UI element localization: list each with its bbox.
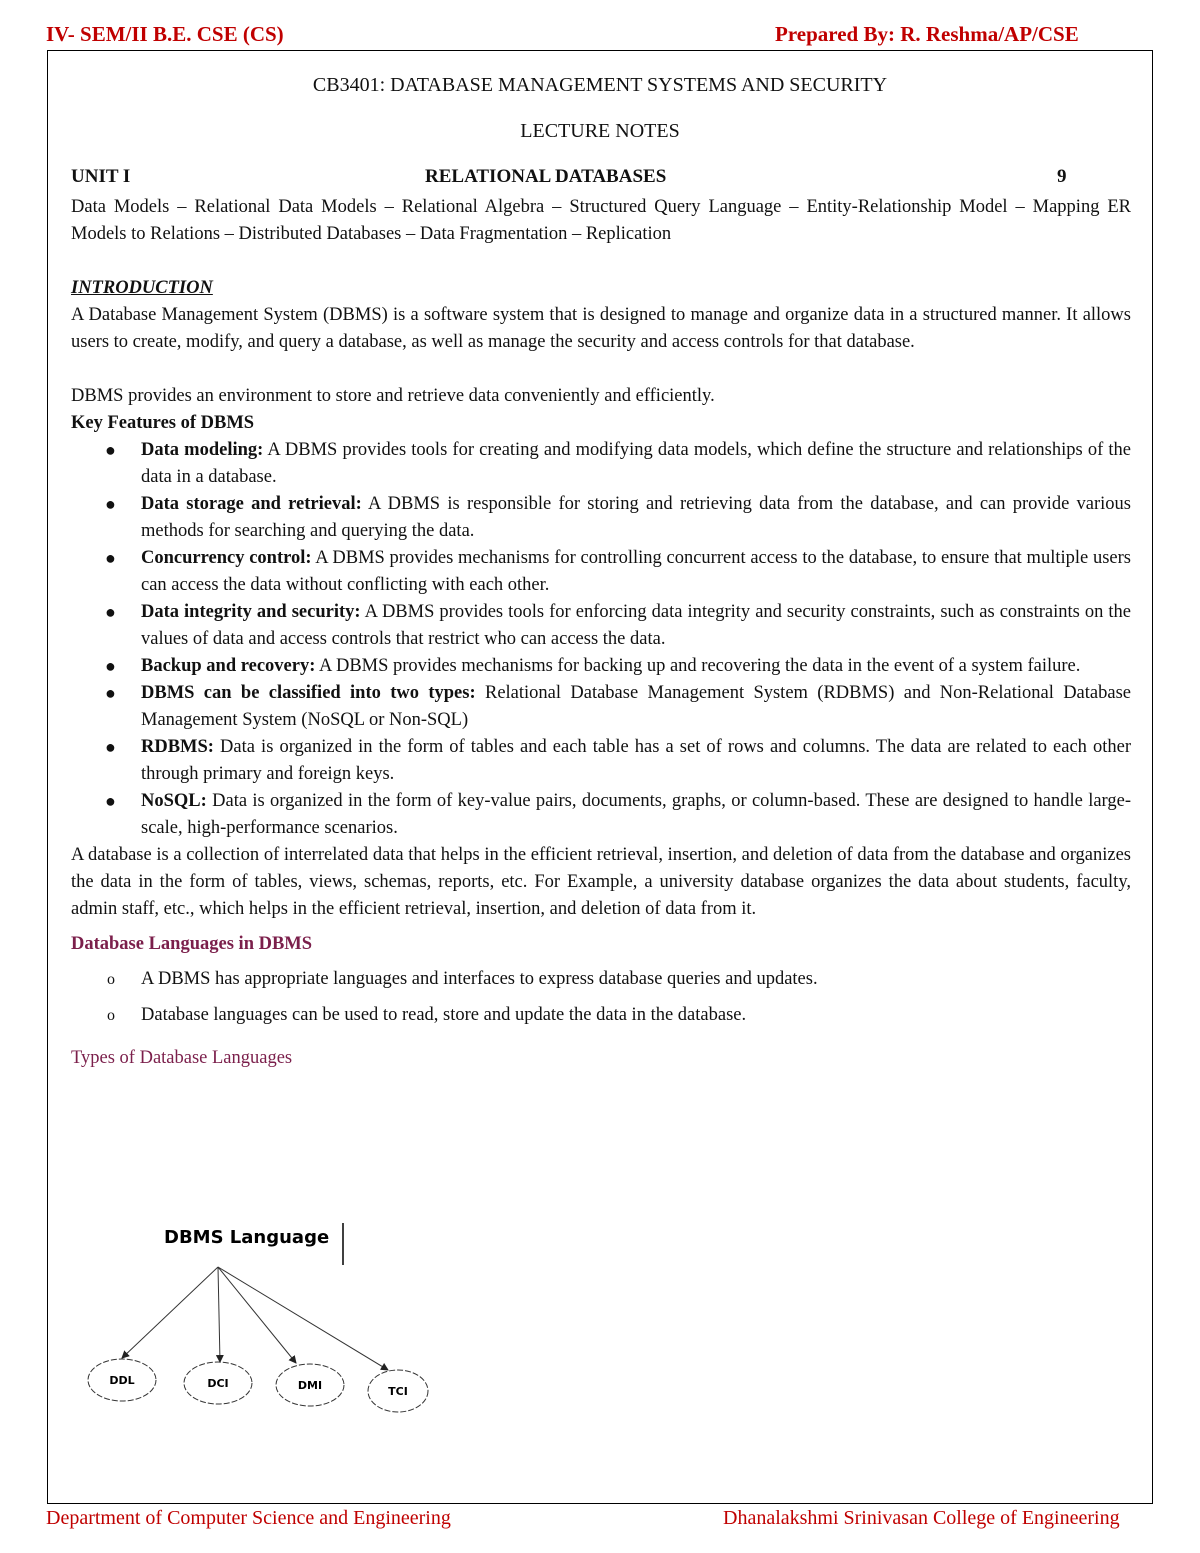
tcl-label: TCI	[388, 1385, 408, 1398]
arrow-to-dcl	[218, 1267, 220, 1362]
key-features-heading: Key Features of DBMS	[71, 413, 255, 433]
list-item	[71, 788, 1131, 842]
language-item-text: A DBMS has appropriate languages and interfaces to express database queries and updates.	[141, 969, 818, 989]
list-item	[71, 437, 1131, 491]
header-prepared-by: Prepared By: R. Reshma/AP/CSE	[775, 22, 1079, 46]
list-item	[71, 966, 1131, 993]
unit-name: RELATIONAL DATABASES	[425, 166, 667, 187]
dml-label: DMI	[297, 1379, 323, 1392]
list-item	[71, 734, 1131, 788]
feature-term: Backup and recovery:	[141, 656, 316, 676]
feature-term: Data integrity and security:	[141, 602, 361, 622]
feature-term: DBMS can be classified into two types:	[141, 683, 476, 703]
feature-text: A DBMS provides mechanisms for controlling concurrent access to the database, to ensure that multiple users can access the data without conflicting with each other.	[141, 548, 1131, 595]
diagram-title: DBMS Language	[164, 1227, 330, 1248]
feature-term: Concurrency control:	[141, 548, 312, 568]
circle-bullet-icon: o	[107, 1007, 115, 1024]
introduction-heading: INTRODUCTION	[71, 278, 213, 298]
dbms-language-diagram	[70, 1215, 490, 1435]
dbms-environment-paragraph: DBMS provides an environment to store and retrieve data conveniently and efficiently.	[71, 386, 715, 406]
feature-text: Data is organized in the form of tables and each table has a set of rows and columns. The data are related to each other through primary and foreign keys.	[141, 737, 1131, 784]
document-title: CB3401: DATABASE MANAGEMENT SYSTEMS AND SECURITY	[312, 74, 888, 96]
bullet-icon: ●	[105, 737, 116, 757]
footer-college: Dhanalakshmi Srinivasan College of Engineering	[723, 1507, 1120, 1529]
feature-term: Data storage and retrieval:	[141, 494, 362, 514]
circle-bullet-icon: o	[107, 971, 115, 988]
list-item	[71, 1002, 1131, 1029]
unit-row	[71, 166, 1071, 192]
diagram-svg	[70, 1215, 490, 1435]
list-item	[71, 491, 1131, 545]
bullet-icon: ●	[105, 440, 116, 460]
feature-text: Relational Database Management System (RDBMS) and Non-Relational Database Management System (NoSQL or Non-SQL)	[141, 683, 1131, 730]
introduction-paragraph: A Database Management System (DBMS) is a software system that is designed to manage and organize data in a structured manner. It allows users to create, modify, and query a database, as well as manage the security and access controls for that database.	[71, 305, 1131, 352]
list-item	[71, 653, 1131, 680]
arrow-to-ddl	[122, 1267, 218, 1358]
ddl-label: DDL	[109, 1374, 135, 1387]
arrow-to-dml	[218, 1267, 296, 1363]
list-item	[71, 680, 1131, 734]
feature-term: Data modeling:	[141, 440, 264, 460]
header-course-info: IV- SEM/II B.E. CSE (CS)	[46, 22, 284, 46]
main-content	[71, 194, 1131, 1072]
database-languages-list	[71, 966, 1131, 1029]
spacer	[71, 356, 1131, 383]
types-of-languages-heading: Types of Database Languages	[71, 1048, 293, 1068]
feature-text: A DBMS provides tools for enforcing data integrity and security constraints, such as constraints on the values of data and access controls that restrict who can access the data.	[141, 602, 1131, 649]
document-subtitle: LECTURE NOTES	[520, 120, 680, 142]
unit-label: UNIT I	[71, 166, 131, 187]
bullet-icon: ●	[105, 791, 116, 811]
key-features-list	[71, 437, 1131, 842]
unit-hours: 9	[1057, 166, 1067, 187]
bullet-icon: ●	[105, 656, 116, 676]
arrow-to-tcl	[218, 1267, 388, 1370]
feature-text: A DBMS provides mechanisms for backing up and recovering the data in the event of a system failure.	[315, 656, 1081, 676]
database-definition-paragraph: A database is a collection of interrelated data that helps in the efficient retrieval, insertion, and deletion of data from the database and organizes the data in the form of tables, views, schemas, reports, etc. For Example, a university database organizes the data about students, faculty, admin staff, etc., which helps in the efficient retrieval, insertion, and deletion of data from it.	[71, 845, 1131, 919]
footer-department: Department of Computer Science and Engineering	[46, 1507, 451, 1529]
list-item	[71, 545, 1131, 599]
list-item	[71, 599, 1131, 653]
dcl-label: DCI	[207, 1377, 229, 1390]
feature-term: RDBMS:	[141, 737, 214, 757]
bullet-icon: ●	[105, 602, 116, 622]
syllabus-text: Data Models – Relational Data Models – Relational Algebra – Structured Query Language – Entity-Relationship Model – Mapping ER Models to Relations – Distributed Databases – Data Fragmentation – Replication	[71, 197, 1131, 244]
bullet-icon: ●	[105, 494, 116, 514]
language-item-text: Database languages can be used to read, store and update the data in the database.	[141, 1005, 747, 1025]
feature-text: Data is organized in the form of key-value pairs, documents, graphs, or column-based. These are designed to handle large-scale, high-performance scenarios.	[141, 791, 1131, 838]
bullet-icon: ●	[105, 683, 116, 703]
feature-text: A DBMS is responsible for storing and retrieving data from the database, and can provide various methods for searching and querying the data.	[141, 494, 1132, 541]
bullet-icon: ●	[105, 548, 116, 568]
database-languages-heading: Database Languages in DBMS	[71, 934, 313, 954]
feature-term: NoSQL:	[141, 791, 207, 811]
feature-text: A DBMS provides tools for creating and modifying data models, which define the structure and relationships of the data in a database.	[141, 440, 1131, 487]
